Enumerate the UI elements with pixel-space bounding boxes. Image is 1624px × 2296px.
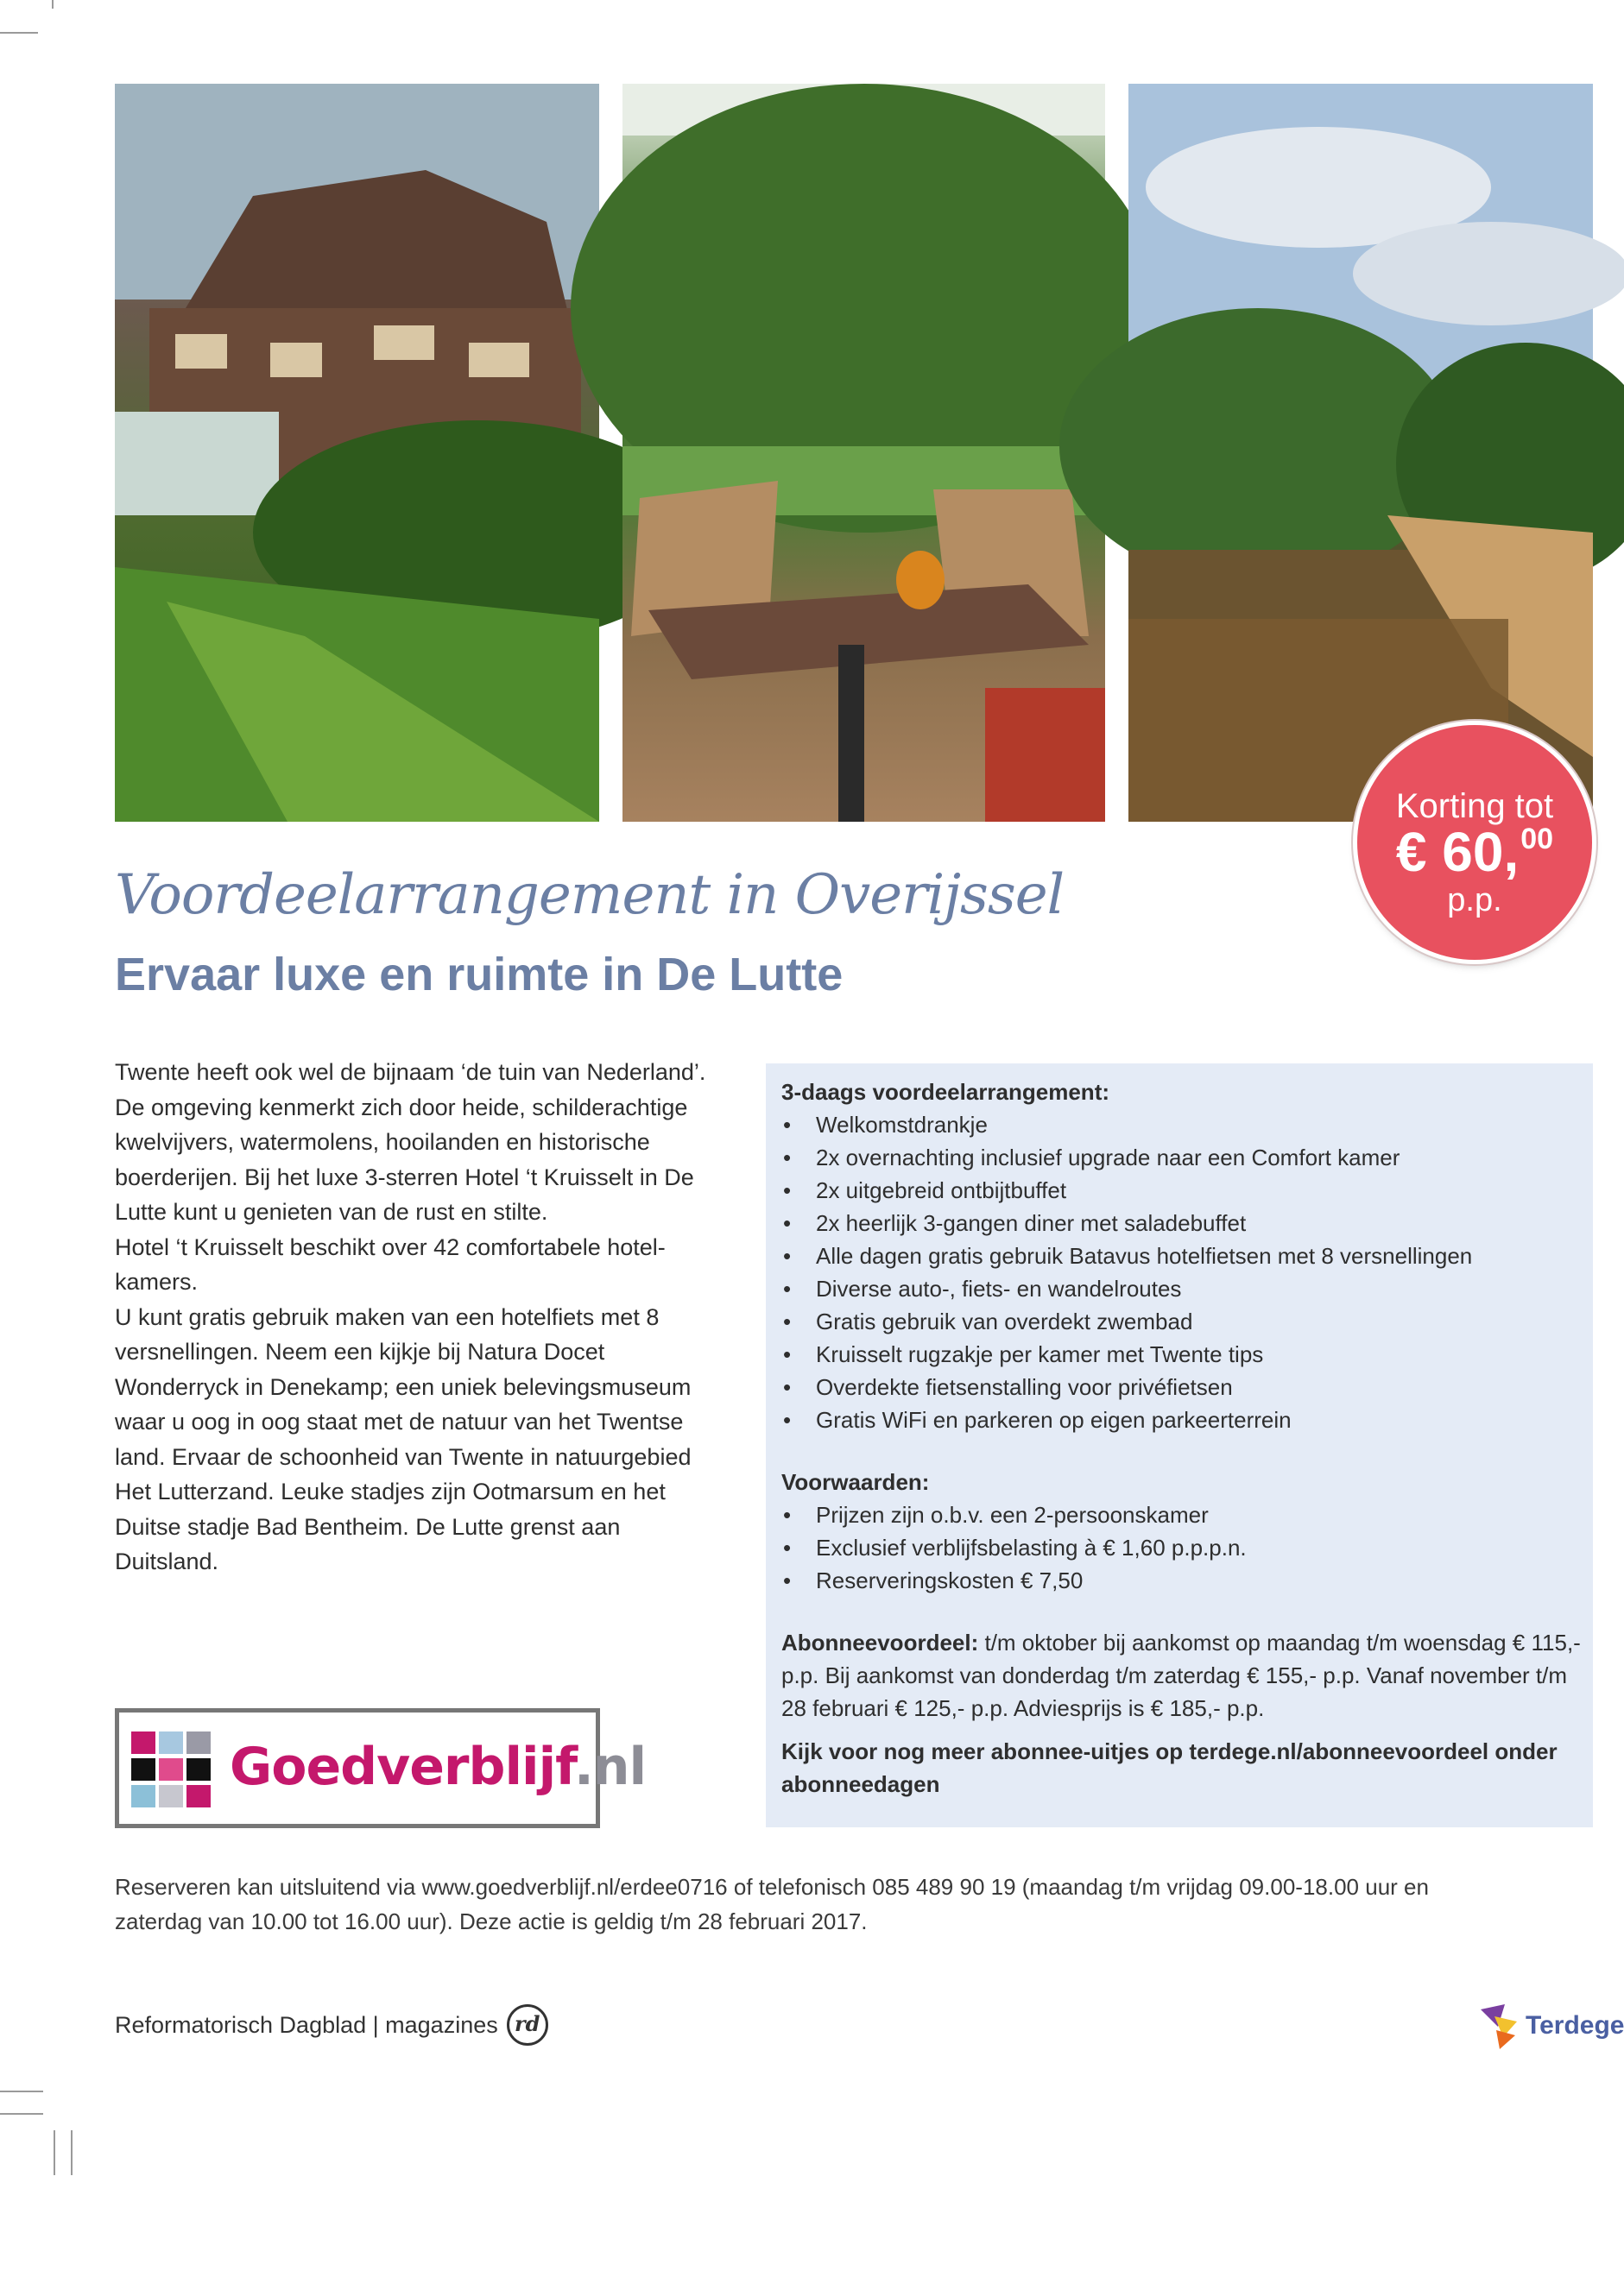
intro-paragraph-1: Twente heeft ook wel de bijnaam ‘de tuin van Nederland’. De omgeving kenmerkt zich door heide, schilderachtige kwelvijvers, watermolens, hooilanden en historische boerderijen. Bij het luxe 3-sterren Hotel ‘t Kruisselt in De Lutte kunt u genieten van de rust en stilte. (115, 1059, 706, 1225)
terdege-brand (1479, 2001, 1624, 2051)
subscriber-offer (781, 1626, 1584, 1725)
list-item: • Gratis gebruik van overdekt zwembad (781, 1305, 1584, 1338)
list-item: • 2x uitgebreid ontbijtbuffet (781, 1174, 1584, 1207)
river-photo (1128, 84, 1593, 822)
list-item: • Prijzen zijn o.b.v. een 2-persoonskamer (781, 1498, 1584, 1531)
list-item: • Exclusief verblijfsbelasting à € 1,60 p.p.p.n. (781, 1531, 1584, 1564)
terrace-photo (622, 84, 1105, 822)
badge-amount (1357, 820, 1592, 884)
crop-mark-bottom-left-v (54, 2130, 55, 2175)
terdege-logo-icon (1479, 2001, 1520, 2051)
publisher-name: Reformatorisch Dagblad | magazines (115, 2011, 498, 2038)
crop-mark-bottom-left-v2 (71, 2130, 73, 2175)
terrace-illustration (622, 84, 1105, 822)
list-item: • Gratis WiFi en parkeren op eigen parkeerterrein (781, 1403, 1584, 1436)
logo-name: Goedverblijf (230, 1737, 574, 1797)
page-title: Voordeelarrangement in Overijssel (115, 863, 1065, 927)
logo-wordmark (230, 1737, 646, 1797)
list-item: • Welkomstdrankje (781, 1108, 1584, 1141)
crop-mark-bottom-left-h2 (0, 2113, 43, 2115)
crop-mark-top-left-h (0, 32, 38, 34)
logo-suffix: .nl (573, 1737, 647, 1797)
badge-amount-cents: 00 (1520, 823, 1554, 855)
list-item: • 2x overnachting inclusief upgrade naar een Comfort kamer (781, 1141, 1584, 1174)
list-item: • Diverse auto-, fiets- en wandelroutes (781, 1272, 1584, 1305)
arrangement-list (781, 1108, 1584, 1436)
arrangement-heading: 3-daags voordeelarrangement: (781, 1079, 1110, 1105)
reservation-text: Reserveren kan uitsluitend via www.goedverblijf.nl/erdee0716 of telefonisch 085 489 90 19 (maandag t/m vrijdag 09.00-18.00 uur en zaterdag van 10.00 tot 16.00 uur). Deze actie is geldig t/m 28 februari 2017. (115, 1874, 1429, 1934)
subscriber-label: Abonneevoordeel: (781, 1630, 979, 1656)
subscriber-text: t/m oktober bij aankomst op maandag t/m woensdag € 115,- p.p. Bij aankomst van donderdag t/m zaterdag € 155,- p.p. Vanaf november t/m 28 februari € 125,- p.p. Adviesprijs is € 185,- p.p. (781, 1630, 1581, 1721)
list-item: • Alle dagen gratis gebruik Batavus hotelfietsen met 8 versnellingen (781, 1239, 1584, 1272)
goedverblijf-logo (115, 1708, 647, 1828)
page-subtitle: Ervaar luxe en ruimte in De Lutte (115, 949, 844, 1000)
intro-text (115, 1055, 719, 1580)
crop-mark-top-left-v (52, 0, 54, 9)
crop-mark-bottom-left-h (0, 2091, 43, 2092)
list-item: • Kruisselt rugzakje per kamer met Twente tips (781, 1338, 1584, 1371)
badge-label: Korting tot (1395, 787, 1554, 825)
hotel-illustration (115, 84, 599, 822)
hotel-photo (115, 84, 599, 822)
badge-amount-value: € 60, (1395, 821, 1520, 883)
intro-paragraph-2: Hotel ‘t Kruisselt beschikt over 42 comfortabele hotel-kamers. (115, 1233, 666, 1295)
badge-unit: p.p. (1447, 882, 1502, 918)
conditions-list (781, 1498, 1584, 1597)
intro-paragraph-3: U kunt gratis gebruik maken van een hotelfiets met 8 versnellingen. Neem een kijkje bij Natura Docet Wonderryck in Denekamp; een uniek belevingsmuseum waar u oog in oog staat met de natuur van het Twentse land. Ervaar de schoonheid van Twente in natuurgebied Het Lutterzand. Leuke stadjes zijn Ootmarsum en het Duitse stadje Bad Bentheim. De Lutte grenst aan Duitsland. (115, 1303, 692, 1574)
discount-badge (1357, 725, 1592, 960)
conditions-heading: Voorwaarden: (781, 1469, 930, 1495)
list-item: • Overdekte fietsenstalling voor privéfietsen (781, 1371, 1584, 1403)
logo-mosaic-icon (131, 1731, 214, 1809)
terdege-wordmark: Terdege (1526, 2011, 1624, 2040)
subscriber-cta: Kijk voor nog meer abonnee-uitjes op terdege.nl/abonneevoordeel onder abonneedagen (781, 1738, 1558, 1797)
offer-info-box (766, 1063, 1593, 1827)
publisher-footer (115, 2004, 548, 2046)
river-illustration (1128, 84, 1593, 822)
list-item: • Reserveringskosten € 7,50 (781, 1564, 1584, 1597)
list-item: • 2x heerlijk 3-gangen diner met saladebuffet (781, 1207, 1584, 1239)
rd-logo-icon: rd (507, 2004, 548, 2046)
